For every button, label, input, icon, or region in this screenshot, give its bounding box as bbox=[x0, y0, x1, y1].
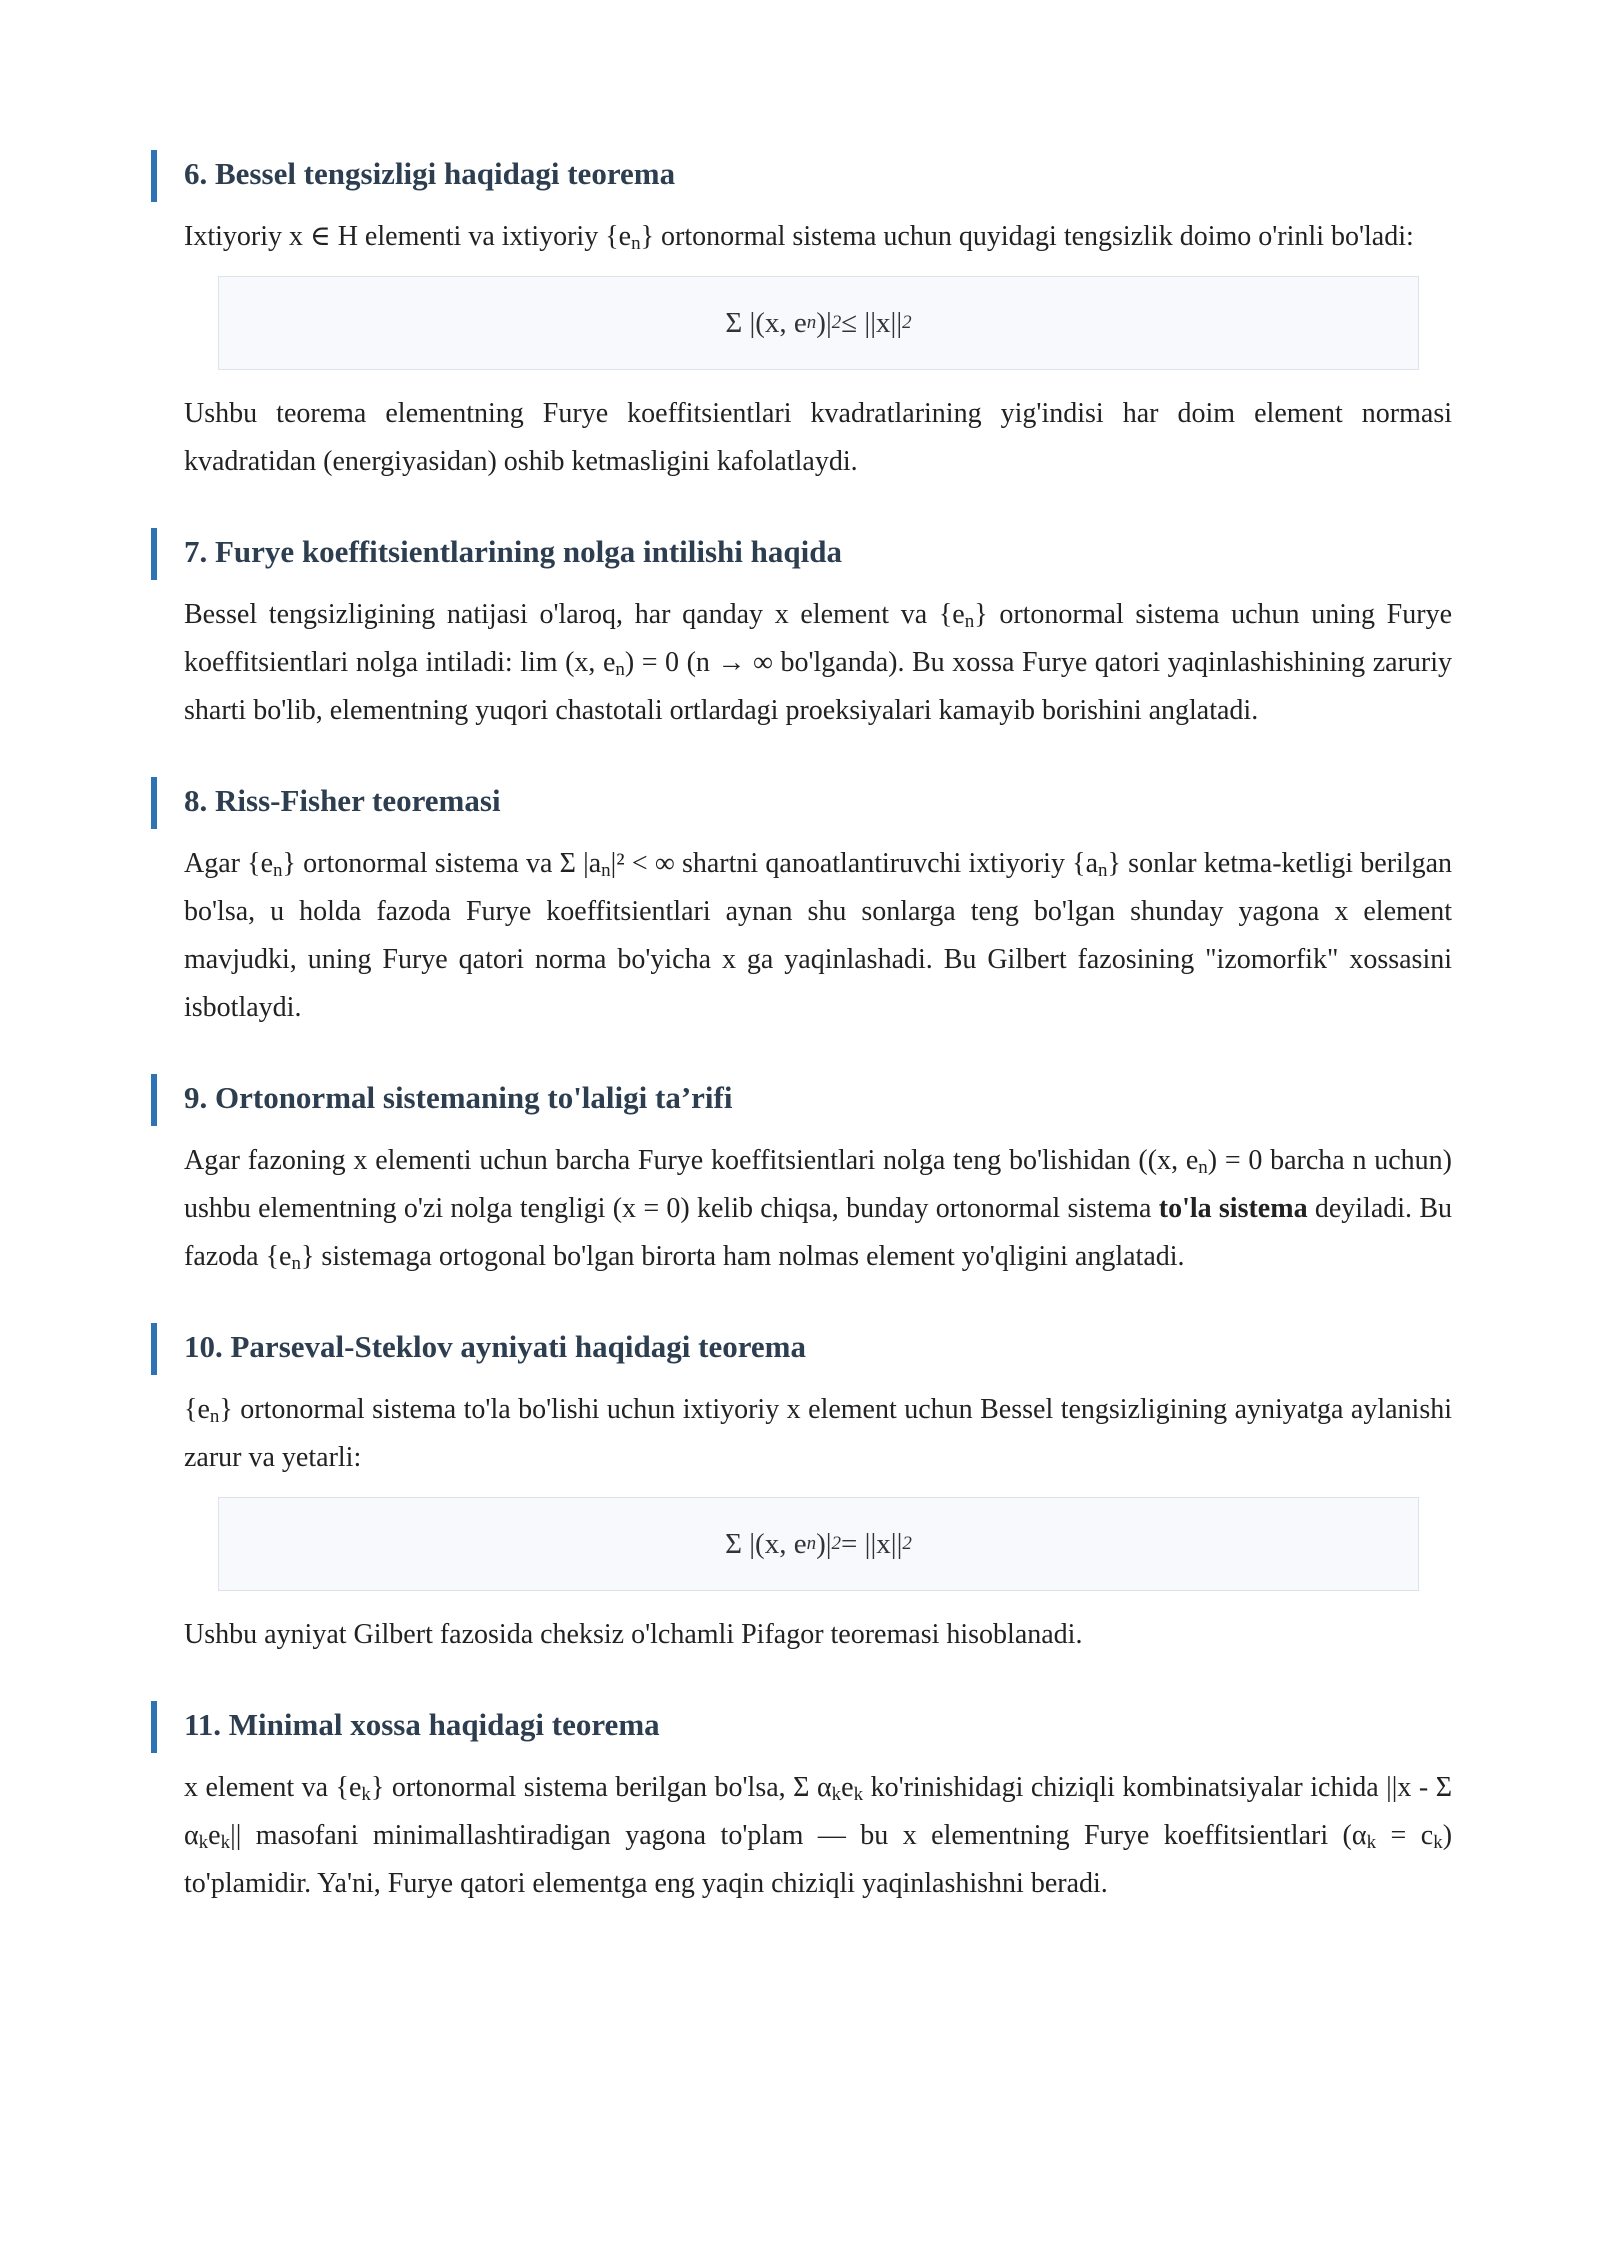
heading-text: 11. Minimal xossa haqidagi teorema bbox=[184, 1707, 660, 1742]
paragraph: Ixtiyoriy x ∈ H elementi va ixtiyoriy $\{e_n\}$ ortonormal sistema uchun quyidagi tengsizlik doimo o'rinli bo'ladi: bbox=[184, 221, 1414, 254]
section-11 bbox=[184, 1701, 1452, 1908]
document-page bbox=[184, 150, 1452, 1908]
formula-box: Σ |(x, e n )| 2 ≤ ||x|| 2 bbox=[218, 276, 1419, 370]
heading-accent-bar bbox=[151, 777, 157, 829]
heading-accent-bar bbox=[151, 1701, 157, 1753]
section-10 bbox=[184, 1323, 1452, 1659]
paragraph: Ushbu ayniyat Gilbert fazosida cheksiz o'lchamli Pifagor teoremasi hisoblanadi. bbox=[184, 1619, 1083, 1650]
paragraph: Agar fazoning x elementi uchun barcha Furye koeffitsientlari nolga teng bo'lishidan ((x, $e_n) = 0$ barcha n uchun) ushbu elementning o'zi nolga tengligi (x = 0) kelib chiqsa, bunday ortonormal sistema to'la sistema deyiladi. Bu fazoda $\{e_n\}$ sistemaga ortogonal bo'lgan birorta ham nolmas element yo'qligini anglatadi. bbox=[184, 1145, 1452, 1274]
paragraph: Bessel tengsizligining natijasi o'laroq, har qanday x element va $\{e_n\}$ ortonormal sistema uchun uning Furye koeffitsientlari nolga intiladi: lim (x, $e_n) = 0$ (n → ∞ bo'lganda). Bu xossa Furye qatori yaqinlashishining zaruriy sharti bo'lib, elementning yuqori chastotali ortlardagi proeksiyalari kamayib borishini anglatadi. bbox=[184, 599, 1452, 726]
section-heading bbox=[184, 150, 1452, 198]
bold-term: to'la sistema bbox=[1158, 1193, 1308, 1224]
section-heading bbox=[184, 777, 1452, 825]
heading-text: 7. Furye koeffitsientlarining nolga intilishi haqida bbox=[184, 534, 842, 569]
paragraph: x element va $\{e_k\}$ ortonormal sistema berilgan bo'lsa, Σ $\alpha_ke_k$ ko'rinishidagi chiziqli kombinatsiyalar ichida ||x - Σ $\alpha_ke_k||$ masofani minimallashtiradigan yagona to'plam — bu x elementning Furye koeffitsientlari $(\alpha_k = c_k)$ to'plamidir. Ya'ni, Furye qatori elementga eng yaqin chiziqli yaqinlashishni beradi. bbox=[184, 1772, 1453, 1899]
section-heading bbox=[184, 528, 1452, 576]
section-heading bbox=[184, 1074, 1452, 1122]
heading-text: 8. Riss-Fisher teoremasi bbox=[184, 783, 501, 818]
section-9 bbox=[184, 1074, 1452, 1281]
heading-text: 9. Ortonormal sistemaning to'laligi ta’rifi bbox=[184, 1080, 733, 1115]
section-heading bbox=[184, 1701, 1452, 1749]
section-6 bbox=[184, 150, 1452, 486]
paragraph: Agar $\{e_n\}$ ortonormal sistema va Σ $|a_n|^2$ < ∞ shartni qanoatlantiruvchi ixtiyoriy $\{a_n\}$ sonlar ketma-ketligi berilgan bo'lsa, u holda fazoda Furye koeffitsientlari aynan shu sonlarga teng bo'lgan shunday yagona x element mavjudki, uning Furye qatori norma bo'yicha x ga yaqinlashadi. Bu Gilbert fazosining "izomorfik" xossasini isbotlaydi. bbox=[184, 848, 1453, 1023]
heading-accent-bar bbox=[151, 528, 157, 580]
heading-accent-bar bbox=[151, 150, 157, 202]
heading-text: 6. Bessel tengsizligi haqidagi teorema bbox=[184, 156, 676, 191]
heading-accent-bar bbox=[151, 1323, 157, 1375]
heading-text: 10. Parseval-Steklov ayniyati haqidagi teorema bbox=[184, 1329, 806, 1364]
formula-box: Σ |(x, e n )| 2 = ||x|| 2 bbox=[218, 1497, 1419, 1591]
paragraph: Ushbu teorema elementning Furye koeffitsientlari kvadratlarining yig'indisi har doim element normasi kvadratidan (energiyasidan) oshib ketmasligini kafolatlaydi. bbox=[184, 398, 1452, 477]
section-heading bbox=[184, 1323, 1452, 1371]
heading-accent-bar bbox=[151, 1074, 157, 1126]
section-8 bbox=[184, 777, 1452, 1032]
section-7 bbox=[184, 528, 1452, 735]
paragraph: $\{e_n\}$ ortonormal sistema to'la bo'lishi uchun ixtiyoriy x element uchun Bessel tengsizligining ayniyatga aylanishi zarur va yetarli: bbox=[184, 1394, 1452, 1473]
